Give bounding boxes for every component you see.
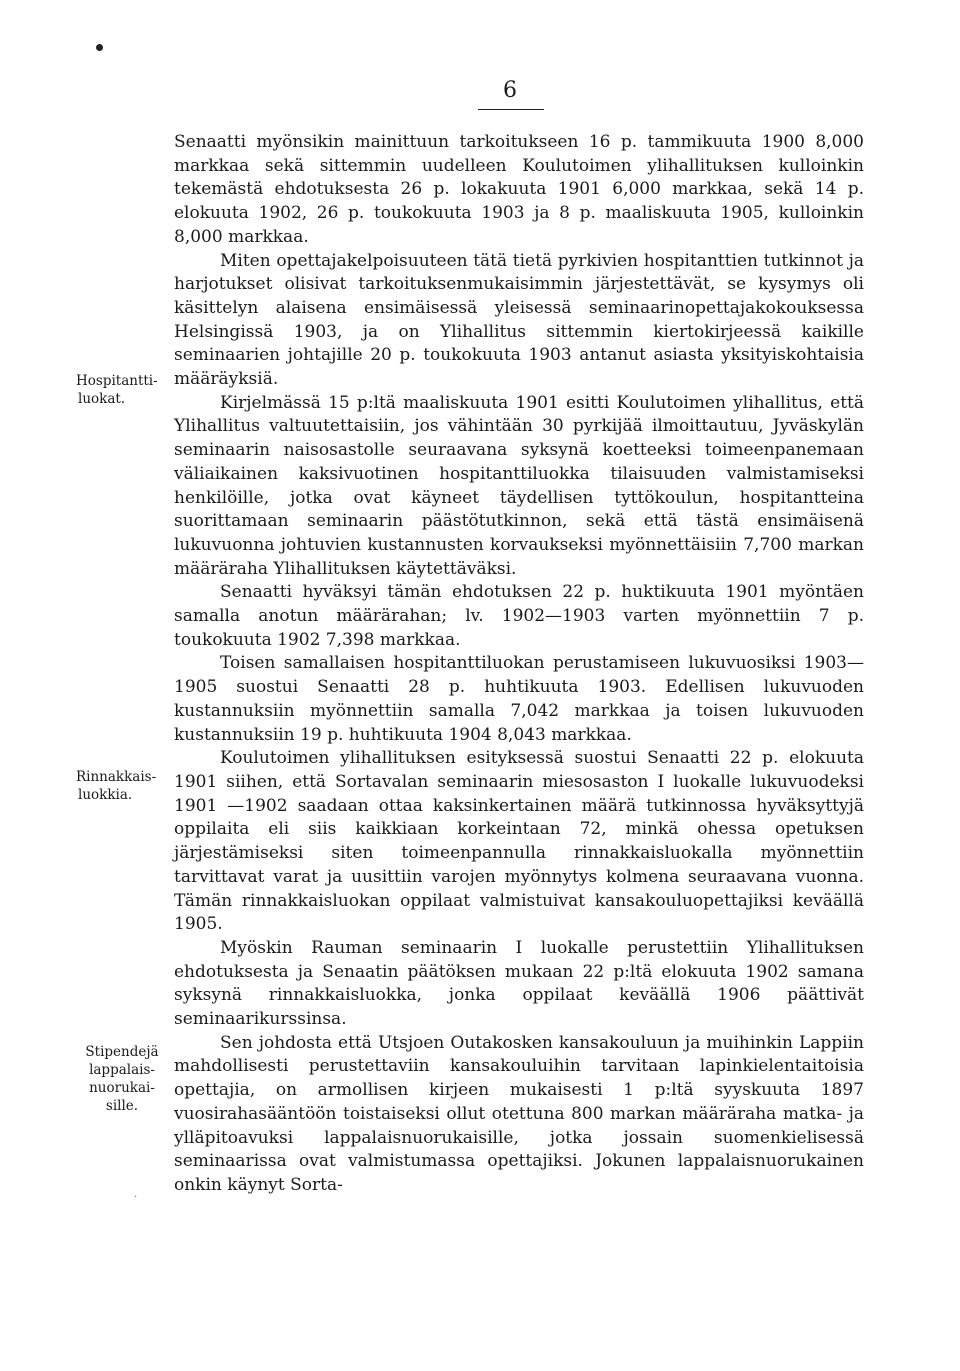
- margin-note-line: Stipendejä: [85, 1044, 159, 1060]
- margin-note-line: nuorukai-: [89, 1080, 155, 1096]
- margin-note-hospitanttiluokat: [76, 372, 172, 408]
- margin-note-line: luokat.: [78, 391, 126, 407]
- margin-note-line: lappalais-: [89, 1062, 155, 1078]
- page-number: 6: [503, 78, 517, 103]
- paragraph: Myöskin Rauman seminaarin I luokalle perustettiin Ylihallituksen ehdotuksesta ja Senaatin päätöksen mukaan 22 p:ltä elokuuta 1902 samana syksynä rinnakkaisluokka, jonka oppilaat keväällä 1906 päättivät seminaarikurssinsa.: [174, 937, 864, 1030]
- body-text: [174, 131, 864, 1198]
- paragraph: Miten opettajakelpoisuuteen tätä tietä pyrkivien hospitanttien tutkinnot ja harjotukset olisivat tarkoituksenmukaisimmin järjestettävät, se kysymys oli käsittelyn alaisena ensimäisessä yleisessä seminaarinopettajakokouksessa Helsingissä 1903, ja on Ylihallitus sittemmin kiertokirjeessä kaikille seminaarien johtajille 20 p. toukokuuta 1903 antanut asiasta yksityiskohtaisia määräyksiä.: [174, 250, 864, 390]
- page-number-rule: [478, 109, 544, 110]
- paragraph: Senaatti myönsikin mainittuun tarkoitukseen 16 p. tammikuuta 1900 8,000 markkaa sekä sittemmin uudelleen Koulutoimen ylihallituksen kulloinkin tekemästä ehdotuksesta 26 p. lokakuuta 1901 6,000 markkaa, sekä 14 p. elokuuta 1902, 26 p. toukokuuta 1903 ja 8 p. maaliskuuta 1905, kulloinkin 8,000 markkaa.: [174, 132, 864, 247]
- margin-note-line: Rinnakkais-: [76, 769, 157, 785]
- paragraph: Senaatti hyväksyi tämän ehdotuksen 22 p. huktikuuta 1901 myöntäen samalla anotun määrärahan; lv. 1902—1903 varten myönnettiin 7 p. toukokuuta 1902 7,398 markkaa.: [174, 582, 864, 650]
- paragraph: Toisen samallaisen hospitanttiluokan perustamiseen lukuvuosiksi 1903—1905 suostui Senaatti 28 p. huhtikuuta 1903. Edellisen lukuvuoden kustannuksiin myönnettiin samalla 7,042 markkaa ja toisen lukuvuoden kustannuksiin 19 p. huhtikuuta 1904 8,043 markkaa.: [174, 653, 864, 745]
- margin-note-line: luokkia.: [78, 787, 133, 803]
- margin-note-line: Hospitantti-: [76, 373, 158, 389]
- paragraph: Sen johdosta että Utsjoen Outakosken kansakouluun ja muihinkin Lappiin mahdollisesti perustettaviin kansakouluihin tarvitaan lapinkielentaitoisia opettajia, on armollisen kirjeen mukaisesti 1 p:ltä syyskuuta 1897 vuosirahasääntöön toistaiseksi ollut otettuna 800 markan määräraha matka- ja ylläpitoavuksi lappalaisnuorukaisille, jotka jossain suomenkielisessä seminaarissa ovat valmistumassa opettajiksi. Jokunen lappalaisnuorukainen onkin käynyt Sorta-: [174, 1032, 864, 1195]
- margin-note-rinnakkaisluokkia: [76, 768, 172, 804]
- paragraph: Kirjelmässä 15 p:ltä maaliskuuta 1901 esitti Koulutoimen ylihallitus, että Ylihallitus valtuutettaisiin, jos vähintään 30 pyrkijää ilmoittautuu, Jyväskylän seminaarin naisosastolle seuraavana syksynä koetteeksi toimeenpanemaan väliaikainen kaksivuotinen hospitanttiluokka tilaisuuden valmistamiseksi henkilöille, jotka ovat käyneet täydellisen tyttökoulun, hospitantteina suorittamaan seminaarin päästötutkinnon, sekä että tästä ensimäisenä lukuvuonna johtuvien kustannusten korvaukseksi myönnettäisiin 7,700 markan määräraha Ylihallituksen käytettäväksi.: [174, 392, 864, 579]
- scan-speck: [96, 44, 103, 51]
- margin-note-line: sille.: [105, 1098, 139, 1114]
- scan-mark: ·: [134, 1192, 138, 1203]
- paragraph: Koulutoimen ylihallituksen esityksessä suostui Senaatti 22 p. elokuuta 1901 siihen, että Sortavalan seminaarin miesosaston I luokalle lukuvuodeksi 1901 —1902 saadaan ottaa kaksinkertainen määrä tutkinnossa hyväksyttyjä oppilaita eli siis kaikkiaan korkeintaan 72, minkä ohessa opetuksen järjestämiseksi siten toimeenpannulla rinnakkaisluokalla myönnettiin tarvittavat varat ja uusittiin varojen myönnytys kolmena seuraavana vuonna. Tämän rinnakkaisluokan oppilaat valmistuivat kansakouluopettajiksi keväällä 1905.: [174, 748, 864, 935]
- margin-note-stipendeja: [76, 1043, 168, 1115]
